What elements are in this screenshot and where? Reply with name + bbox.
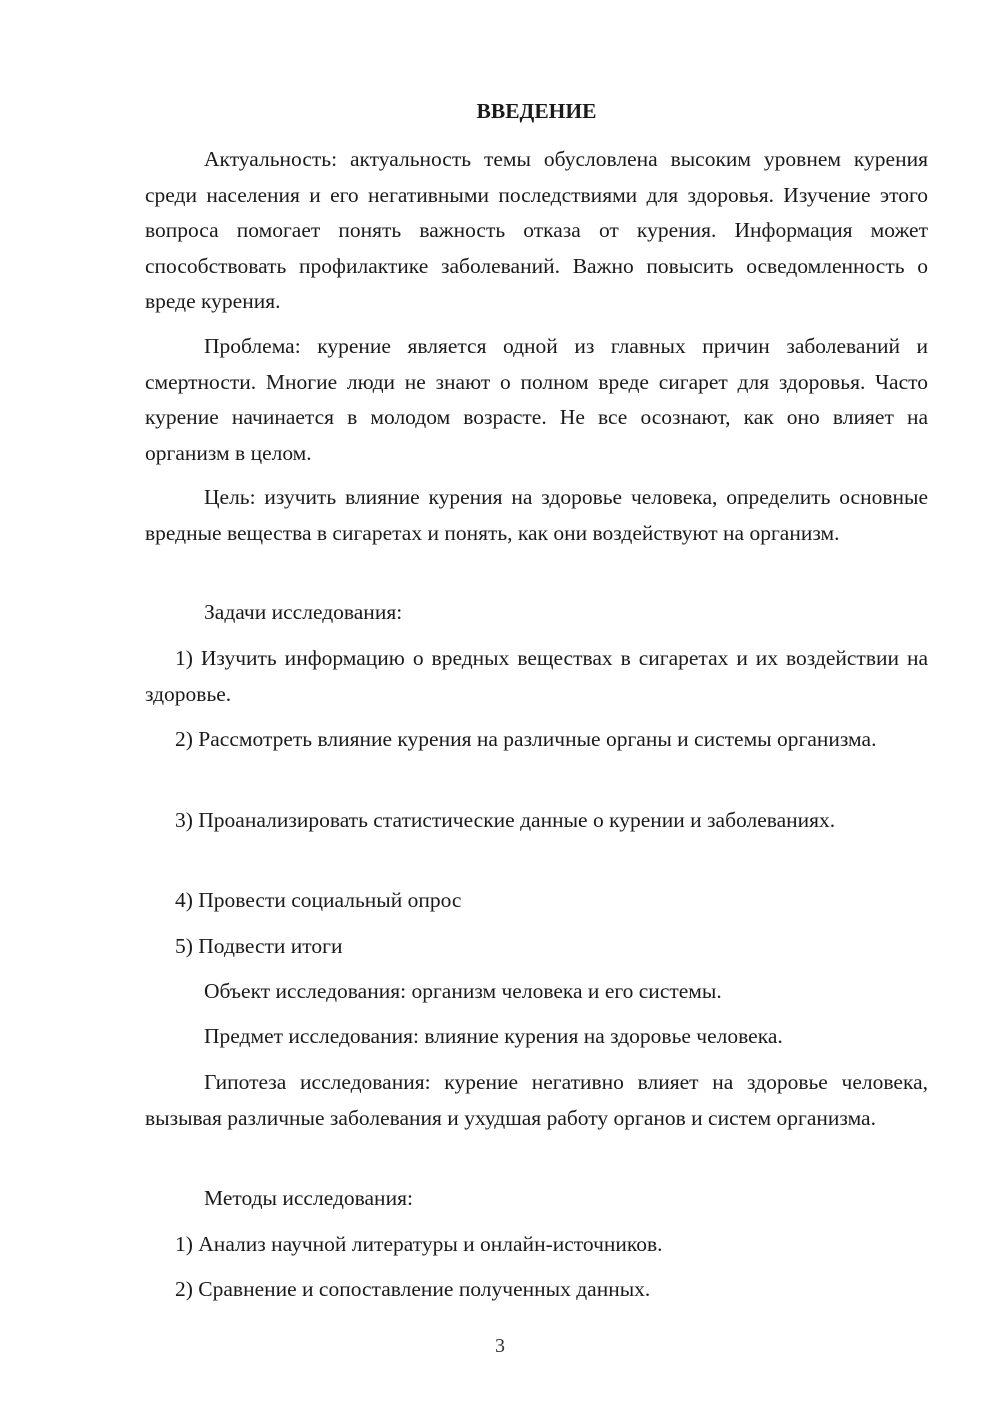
- object-paragraph: Объект исследования: организм человека и его системы.: [204, 979, 722, 1003]
- methods-heading: Методы исследования:: [204, 1186, 413, 1210]
- tasks-heading: Задачи исследования:: [204, 600, 403, 624]
- task-item-4: 4) Провести социальный опрос: [175, 888, 462, 912]
- task-item-5: 5) Подвести итоги: [175, 934, 343, 958]
- goal-paragraph: Цель: изучить влияние курения на здоровье человека, определить основные вредные вещества в сигаретах и понять, как они воздействуют на организм.: [145, 485, 928, 545]
- problem-paragraph: Проблема: курение является одной из главных причин заболеваний и смертности. Многие люди не знают о полном вреде сигарет для здоровья. Часто курение начинается в молодом возрасте. Не все осознают, как оно влияет на организм в целом.: [145, 334, 928, 465]
- task-item-1: 1) Изучить информацию о вредных веществах в сигаретах и их воздействии на здоровье.: [145, 646, 928, 706]
- task-item-2: 2) Рассмотреть влияние курения на различные органы и системы организма.: [175, 727, 877, 751]
- task-item-3: 3) Проанализировать статистические данные о курении и заболеваниях.: [175, 808, 836, 832]
- document-title: ВВЕДЕНИЕ: [476, 99, 597, 123]
- relevance-paragraph: Актуальность: актуальность темы обусловлена высоким уровнем курения среди населения и его негативными последствиями для здоровья. Изучение этого вопроса помогает понять важность отказа от курения. Информация может способствовать профилактике заболеваний. Важно повысить осведомленность о вреде курения.: [145, 147, 928, 314]
- page-number: 3: [495, 1335, 505, 1357]
- method-item-2: 2) Сравнение и сопоставление полученных данных.: [175, 1277, 651, 1301]
- subject-paragraph: Предмет исследования: влияние курения на здоровье человека.: [204, 1024, 783, 1048]
- hypothesis-paragraph: Гипотеза исследования: курение негативно влияет на здоровье человека, вызывая различные заболевания и ухудшая работу органов и систем организма.: [145, 1070, 928, 1130]
- method-item-1: 1) Анализ научной литературы и онлайн-источников.: [175, 1232, 663, 1256]
